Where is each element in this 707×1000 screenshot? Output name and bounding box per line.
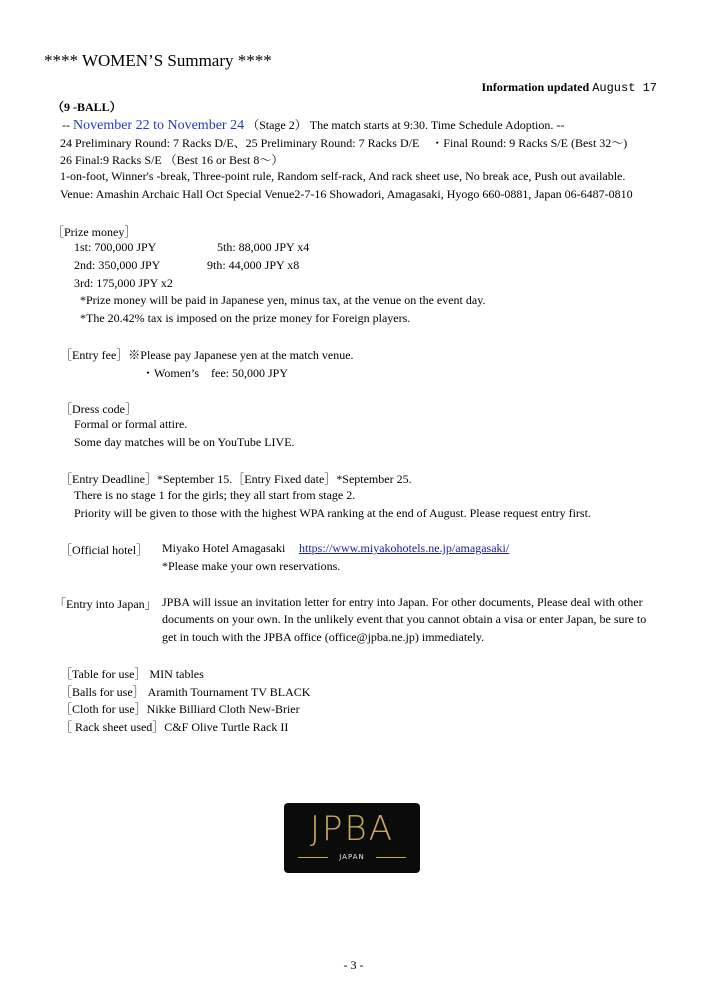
entry-fee-header: ［Entry fee］※Please pay Japanese yen at the match venue. bbox=[60, 348, 354, 362]
event-dates: November 22 to November 24 bbox=[73, 118, 245, 133]
dress-line-2: Some day matches will be on YouTube LIVE. bbox=[74, 435, 295, 449]
prize-first: 1st: 700,000 JPY bbox=[74, 240, 157, 254]
hotel-header: ［Official hotel］ bbox=[60, 543, 149, 557]
updated-info bbox=[482, 80, 658, 95]
prize-note-1: *Prize money will be paid in Japanese yen, minus tax, at the venue on the event day. bbox=[80, 293, 486, 307]
prize-note-2: *The 20.42% tax is imposed on the prize money for Foreign players. bbox=[80, 311, 411, 325]
japan-entry-line-1: JPBA will issue an invitation letter for entry into Japan. For other documents, Please deal with other bbox=[162, 595, 643, 609]
dress-header: ［Dress code］ bbox=[60, 402, 137, 416]
entry-fee-womens: ・Women’s fee: 50,000 JPY bbox=[142, 366, 289, 380]
dress-line-1: Formal or formal attire. bbox=[74, 417, 188, 431]
event-name: （9 -BALL） bbox=[52, 100, 122, 114]
deadline-line-1: There is no stage 1 for the girls; they all start from stage 2. bbox=[74, 488, 356, 502]
prize-second: 2nd: 350,000 JPY bbox=[74, 258, 161, 272]
logo-subtext: JAPAN bbox=[339, 853, 365, 861]
jpba-logo bbox=[284, 803, 420, 873]
hotel-note: *Please make your own reservations. bbox=[162, 559, 341, 573]
hotel-name: Miyako Hotel Amagasaki bbox=[162, 541, 286, 555]
dates-prefix: -- bbox=[62, 118, 70, 132]
updated-date: August 17 bbox=[592, 81, 657, 95]
event-dates-line bbox=[62, 116, 564, 134]
japan-entry-line-2: documents on your own. In the unlikely event that you cannot obtain a visa or enter Japan, be sure to bbox=[162, 612, 647, 626]
deadline-header: ［Entry Deadline］*September 15.［Entry Fixed date］*September 25. bbox=[60, 472, 412, 486]
equipment-table: ［Table for use］ MIN tables bbox=[60, 667, 204, 681]
equipment-cloth: ［Cloth for use］Nikke Billiard Cloth New-Brier bbox=[60, 702, 300, 716]
page-title: **** WOMEN’S Summary **** bbox=[44, 51, 272, 70]
equipment-balls: ［Balls for use］ Aramith Tournament TV BLACK bbox=[60, 685, 311, 699]
japan-entry-header: ｢Entry into Japan｣ bbox=[60, 597, 151, 611]
event-venue: Venue: Amashin Archaic Hall Oct Special Venue2-7-16 Showadori, Amagasaki, Hyogo 660-0881, Japan 06-6487-0810 bbox=[60, 187, 633, 201]
prize-header: ［Prize money］ bbox=[52, 225, 137, 239]
japan-entry-line-3: get in touch with the JPBA office (office@jpba.ne.jp) immediately. bbox=[162, 630, 485, 644]
prize-fifth: 5th: 88,000 JPY x4 bbox=[217, 240, 310, 254]
event-rules: 1-on-foot, Winner's -break, Three-point rule, Random self-rack, And rack sheet use, No break ace, Push out available. bbox=[60, 169, 626, 183]
hotel-link[interactable]: https://www.miyakohotels.ne.jp/amagasaki/ bbox=[299, 541, 510, 555]
prize-third: 3rd: 175,000 JPY x2 bbox=[74, 276, 173, 290]
equipment-rack: ［ Rack sheet used］C&F Olive Turtle Rack II bbox=[60, 720, 289, 734]
page-number: - 3 - bbox=[343, 958, 364, 972]
prize-ninth: 9th: 44,000 JPY x8 bbox=[207, 258, 300, 272]
logo-text: JPBA bbox=[309, 809, 395, 849]
dates-suffix: （Stage 2） The match starts at 9:30. Time Schedule Adoption. -- bbox=[247, 118, 565, 132]
updated-label: Information updated bbox=[481, 80, 590, 94]
event-rounds: 24 Preliminary Round: 7 Racks D/E、25 Preliminary Round: 7 Racks D/E ・Final Round: 9 Racks S/E (Best 32～) bbox=[60, 136, 628, 150]
event-final: 26 Final:9 Racks S/E （Best 16 or Best 8～） bbox=[60, 153, 284, 167]
deadline-line-2: Priority will be given to those with the highest WPA ranking at the end of August. Please request entry first. bbox=[74, 506, 591, 520]
